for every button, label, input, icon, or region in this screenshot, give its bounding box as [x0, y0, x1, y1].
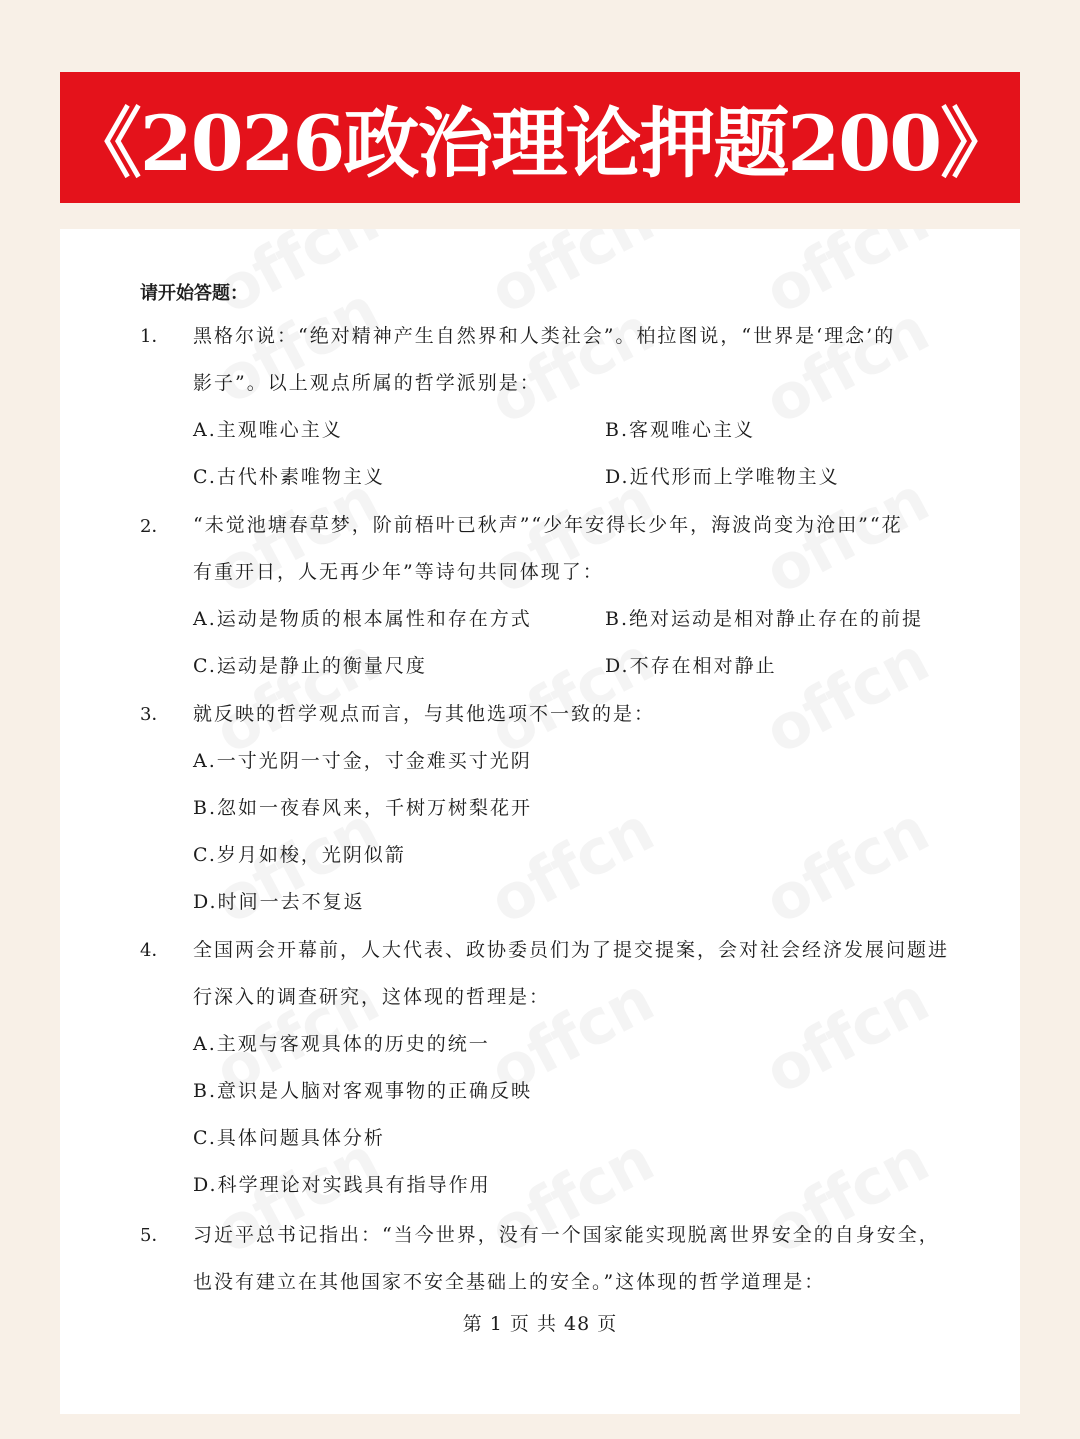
question-stem-line: 影子”。以上观点所属的哲学派别是： — [193, 372, 541, 394]
option-b: B.绝对运动是相对静止存在的前提 — [605, 608, 924, 630]
question-stem-line: 全国两会开幕前，人大代表、政协委员们为了提交提案，会对社会经济发展问题进 — [193, 939, 950, 961]
question-number: 5． — [140, 1225, 170, 1246]
question-stem-line: 就反映的哲学观点而言，与其他选项不一致的是： — [193, 703, 656, 725]
question-stem-line: 习近平总书记指出：“当今世界，没有一个国家能实现脱离世界安全的自身安全， — [193, 1224, 940, 1246]
option-a: A.主观与客观具体的历史的统一 — [193, 1033, 490, 1055]
exam-content — [60, 229, 1020, 1414]
question-number: 1． — [140, 326, 170, 347]
option-a: A.主观唯心主义 — [193, 419, 343, 441]
question-stem-line: “未觉池塘春草梦，阶前梧叶已秋声”“少年安得长少年，海波尚变为沧田”“花 — [193, 514, 903, 536]
option-a: A.运动是物质的根本属性和存在方式 — [193, 608, 532, 630]
section-heading: 请开始答题： — [140, 283, 248, 304]
question-number: 3． — [140, 704, 170, 725]
option-d: D.科学理论对实践具有指导作用 — [193, 1174, 491, 1196]
option-c: C.岁月如梭，光阴似箭 — [193, 844, 406, 866]
option-b: B.忽如一夜春风来，千树万树梨花开 — [193, 797, 533, 819]
option-d: D.时间一去不复返 — [193, 891, 365, 913]
banner-title: 《2026政治理论押题200》 — [65, 99, 1015, 188]
option-d: D.近代形而上学唯物主义 — [605, 466, 840, 488]
question-stem-line: 也没有建立在其他国家不安全基础上的安全。”这体现的哲学道理是： — [193, 1271, 826, 1293]
option-b: B.客观唯心主义 — [605, 419, 756, 441]
question-stem-line: 有重开日，人无再少年”等诗句共同体现了： — [193, 561, 604, 583]
option-c: C.运动是静止的衡量尺度 — [193, 655, 427, 677]
exam-page — [60, 229, 1020, 1414]
option-c: C.古代朴素唯物主义 — [193, 466, 385, 488]
option-a: A.一寸光阴一寸金，寸金难买寸光阴 — [193, 750, 532, 772]
option-b: B.意识是人脑对客观事物的正确反映 — [193, 1080, 533, 1102]
option-c: C.具体问题具体分析 — [193, 1127, 385, 1149]
question-number: 4． — [140, 940, 170, 961]
question-stem-line: 行深入的调查研究，这体现的哲理是： — [193, 986, 551, 1008]
question-number: 2． — [140, 516, 170, 537]
title-banner — [60, 72, 1020, 203]
page-number: 第 1 页 共 48 页 — [462, 1313, 618, 1335]
question-stem-line: 黑格尔说：“绝对精神产生自然界和人类社会”。柏拉图说，“世界是‘理念’的 — [193, 325, 896, 347]
option-d: D.不存在相对静止 — [605, 655, 777, 677]
